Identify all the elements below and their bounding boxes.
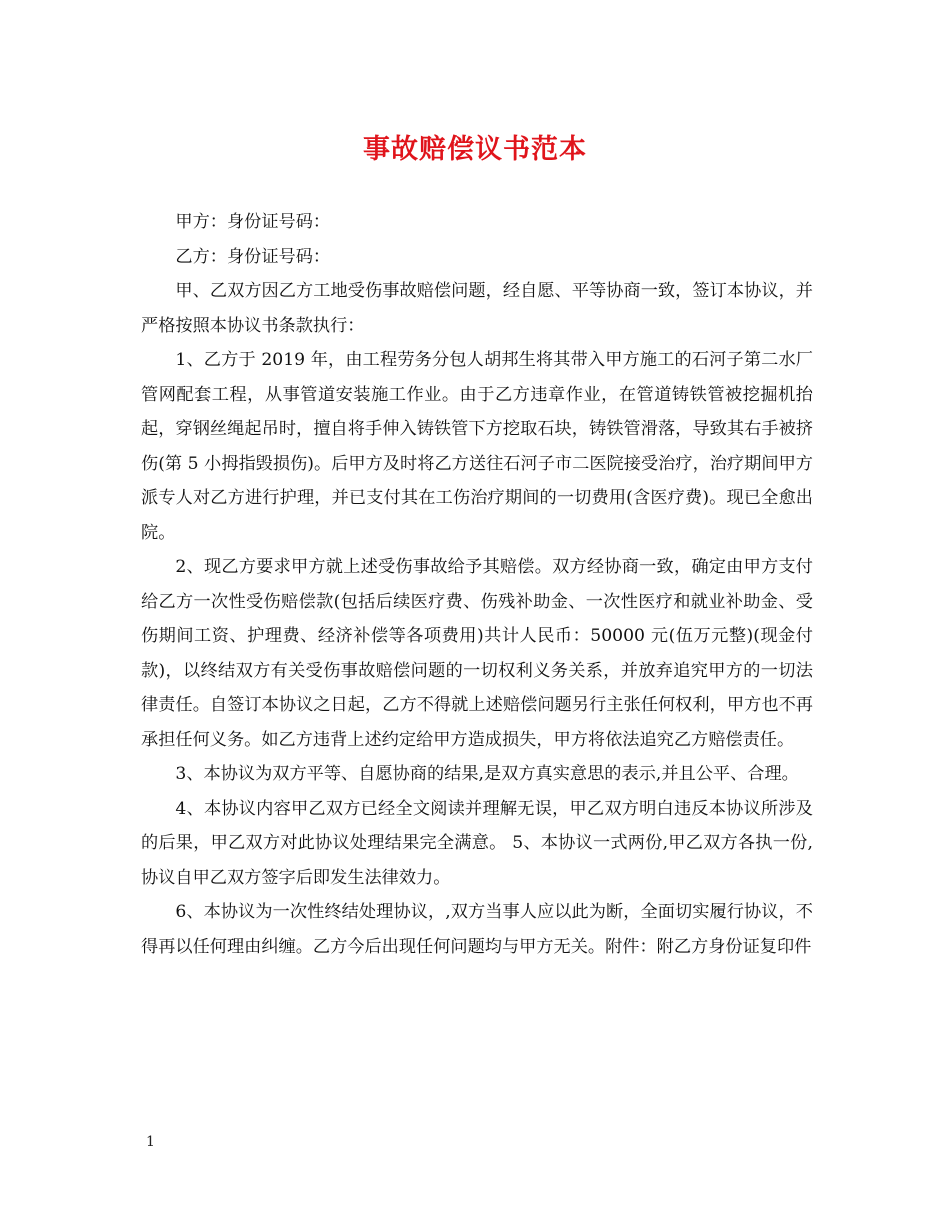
preamble-paragraph: 甲、乙双方因乙方工地受伤事故赔偿问题，经自愿、平等协商一致，签订本协议，并严格按照本协议书条款执行： <box>141 281 813 336</box>
document-body <box>141 205 813 964</box>
clause-6-paragraph: 6、本协议为一次性终结处理协议，,双方当事人应以此为断，全面切实履行协议，不得再以任何理由纠缠。乙方今后出现任何问题均与甲方无关。附件：附乙方身份证复印件 <box>141 902 813 957</box>
clause-2-paragraph: 2、现乙方要求甲方就上述受伤事故给予其赔偿。双方经协商一致，确定由甲方支付给乙方一次性受伤赔偿款(包括后续医疗费、伤残补助金、一次性医疗和就业补助金、受伤期间工资、护理费、经济补偿等各项费用)共计人民币：50000 元(伍万元整)(现金付款)，以终结双方有关受伤事故赔偿问题的一切权利义务关系，并放弃追究甲方的一切法律责任。自签订本协议之日起，乙方不得就上述赔偿问题另行主张任何权利，甲方也不再承担任何义务。如乙方违背上述约定给甲方造成损失，甲方将依法追究乙方赔偿责任。 <box>141 557 813 750</box>
party-a-line: 甲方：身份证号码： <box>175 212 331 232</box>
document-title: 事故赔偿议书范本 <box>363 134 587 165</box>
clause-3-paragraph: 3、本协议为双方平等、自愿协商的结果,是双方真实意思的表示,并且公平、合理。 <box>175 764 799 784</box>
clause-1-paragraph: 1、乙方于 2019 年，由工程劳务分包人胡邦生将其带入甲方施工的石河子第二水厂管网配套工程，从事管道安装施工作业。由于乙方违章作业，在管道铸铁管被挖掘机抬起，穿钢丝绳起吊时，擅自将手伸入铸铁管下方挖取石块，铸铁管滑落，导致其右手被挤伤(第 5 小拇指毁损伤)。后甲方及时将乙方送往石河子市二医院接受治疗，治疗期间甲方派专人对乙方进行护理，并已支付其在工伤治疗期间的一切费用(含医疗费)。现已全愈出院。 <box>141 350 813 543</box>
clause-4-5-paragraph: 4、本协议内容甲乙双方已经全文阅读并理解无误，甲乙双方明白违反本协议所涉及的后果，甲乙双方对此协议处理结果完全满意。 5、本协议一式两份,甲乙双方各执一份,协议自甲乙双方签字后即发生法律效力。 <box>141 798 813 888</box>
page-number: 1 <box>146 1134 155 1150</box>
party-b-line: 乙方：身份证号码： <box>175 246 331 267</box>
